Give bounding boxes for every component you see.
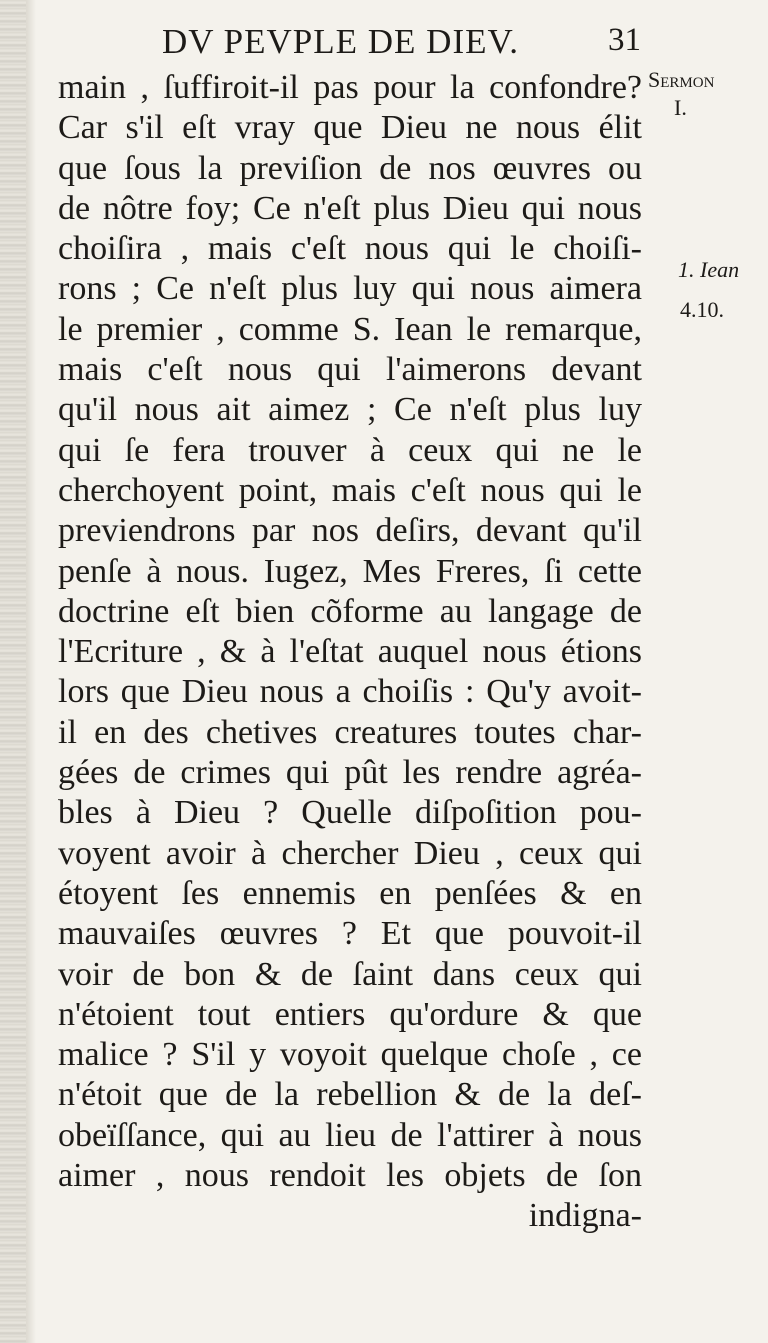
text-line: previendrons par nos deſirs, devant qu'il bbox=[58, 512, 642, 550]
page-number: 31 bbox=[608, 22, 641, 58]
margin-note-reference: 1. Iean bbox=[678, 257, 740, 282]
text-line: Car s'il eſt vray que Dieu ne nous élit bbox=[58, 109, 642, 147]
text-line: que ſous la previſion de nos œuvres ou bbox=[58, 149, 642, 187]
body-text bbox=[58, 68, 642, 1237]
text-line: choiſira , mais c'eſt nous qui le choiſi- bbox=[58, 230, 642, 268]
text-line: mauvaiſes œuvres ? Et que pouvoit-il bbox=[58, 915, 642, 953]
text-line: le premier , comme S. Iean le remarque, bbox=[58, 310, 642, 348]
text-line: n'étoient tout entiers qu'ordure & que bbox=[58, 995, 642, 1033]
text-line: rons ; Ce n'eſt plus luy qui nous aimera bbox=[58, 270, 642, 308]
text-line: mais c'eſt nous qui l'aimerons devant bbox=[58, 351, 642, 389]
text-line: qui ſe fera trouver à ceux qui ne le bbox=[58, 431, 642, 469]
text-line: voir de bon & de ſaint dans ceux qui bbox=[58, 955, 642, 993]
margin-note-sermon: Sermon bbox=[648, 67, 715, 92]
text-line: l'Ecriture , & à l'eſtat auquel nous étions bbox=[58, 633, 642, 671]
running-head: DV PEVPLE DE DIEV. bbox=[162, 22, 519, 61]
text-line: il en des chetives creatures toutes char- bbox=[58, 713, 642, 751]
text-line: bles à Dieu ? Quelle diſpoſition pou- bbox=[58, 794, 642, 832]
text-line: n'étoit que de la rebellion & de la deſ- bbox=[58, 1076, 642, 1114]
text-line: voyent avoir à chercher Dieu , ceux qui bbox=[58, 834, 642, 872]
text-line: doctrine eſt bien cõforme au langage de bbox=[58, 592, 642, 630]
text-line: lors que Dieu nous a choiſis : Qu'y avoit- bbox=[58, 673, 642, 711]
text-line: qu'il nous ait aimez ; Ce n'eſt plus luy bbox=[58, 391, 642, 429]
margin-note-sermon-number: I. bbox=[674, 95, 687, 120]
catchword: indigna- bbox=[528, 1197, 642, 1235]
margin-note-reference-verse: 4.10. bbox=[680, 297, 724, 322]
text-line: penſe à nous. Iugez, Mes Freres, ſi cette bbox=[58, 552, 642, 590]
text-line: gées de crimes qui pût les rendre agréa- bbox=[58, 754, 642, 792]
text-line: de nôtre foy; Ce n'eſt plus Dieu qui nous bbox=[58, 189, 642, 227]
text-line: obeïſſance, qui au lieu de l'attirer à nous bbox=[58, 1116, 642, 1154]
text-line: étoyent ſes ennemis en penſées & en bbox=[58, 874, 642, 912]
text-line: main , ſuffiroit-il pas pour la confondre? bbox=[58, 69, 642, 106]
text-line: cherchoyent point, mais c'eſt nous qui le bbox=[58, 471, 642, 509]
text-line: malice ? S'il y voyoit quelque choſe , ce bbox=[58, 1036, 642, 1074]
text-line: aimer , nous rendoit les objets de ſon bbox=[58, 1157, 642, 1195]
